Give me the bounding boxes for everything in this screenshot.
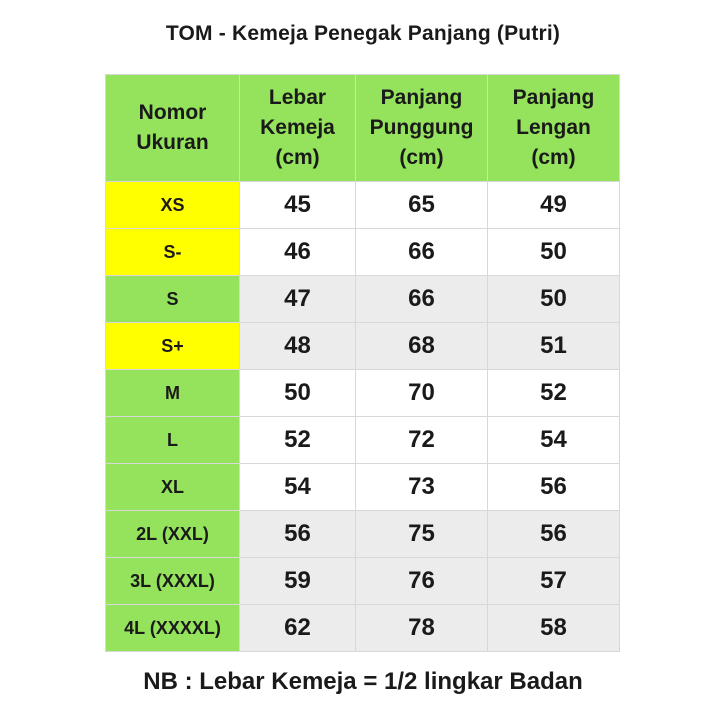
header-line: Panjang — [512, 86, 595, 109]
size-chart-table — [105, 74, 620, 652]
size-cell: XS — [106, 182, 240, 229]
shirt-width-cell: 46 — [240, 229, 356, 276]
back-length-cell: 78 — [356, 605, 488, 652]
header-back-length — [356, 75, 488, 182]
table-row — [106, 182, 620, 229]
size-cell: S- — [106, 229, 240, 276]
size-cell: XL — [106, 464, 240, 511]
shirt-width-cell: 45 — [240, 182, 356, 229]
shirt-width-cell: 48 — [240, 323, 356, 370]
sleeve-length-cell: 54 — [488, 417, 620, 464]
header-shirt-width — [240, 75, 356, 182]
header-line: Kemeja — [260, 116, 335, 139]
header-line: Nomor — [138, 101, 207, 124]
page-title: TOM - Kemeja Penegak Panjang (Putri) — [165, 22, 561, 45]
back-length-cell: 66 — [356, 276, 488, 323]
header-line: Lebar — [268, 86, 327, 109]
shirt-width-cell: 59 — [240, 558, 356, 605]
sleeve-length-cell: 58 — [488, 605, 620, 652]
footnote: NB : Lebar Kemeja = 1/2 lingkar Badan — [143, 668, 583, 695]
header-line: (cm) — [531, 146, 576, 169]
size-cell: 3L (XXXL) — [106, 558, 240, 605]
sleeve-length-cell: 49 — [488, 182, 620, 229]
shirt-width-cell: 47 — [240, 276, 356, 323]
shirt-width-cell: 50 — [240, 370, 356, 417]
back-length-cell: 68 — [356, 323, 488, 370]
table-row — [106, 229, 620, 276]
back-length-cell: 76 — [356, 558, 488, 605]
size-cell: M — [106, 370, 240, 417]
header-line: Lengan — [516, 116, 591, 139]
table-row — [106, 370, 620, 417]
sleeve-length-cell: 51 — [488, 323, 620, 370]
back-length-cell: 65 — [356, 182, 488, 229]
back-length-cell: 72 — [356, 417, 488, 464]
table-row — [106, 276, 620, 323]
size-cell: 2L (XXL) — [106, 511, 240, 558]
header-line: (cm) — [399, 146, 444, 169]
table-row — [106, 464, 620, 511]
sleeve-length-cell: 50 — [488, 229, 620, 276]
header-line: Panjang — [380, 86, 463, 109]
table-header-row — [106, 75, 620, 182]
back-length-cell: 75 — [356, 511, 488, 558]
shirt-width-cell: 54 — [240, 464, 356, 511]
sleeve-length-cell: 57 — [488, 558, 620, 605]
back-length-cell: 66 — [356, 229, 488, 276]
back-length-cell: 73 — [356, 464, 488, 511]
header-line: (cm) — [275, 146, 320, 169]
table-row — [106, 558, 620, 605]
sleeve-length-cell: 52 — [488, 370, 620, 417]
size-cell: S — [106, 276, 240, 323]
header-line: Ukuran — [136, 131, 209, 154]
size-cell: L — [106, 417, 240, 464]
table-row — [106, 511, 620, 558]
table-row — [106, 323, 620, 370]
size-cell: 4L (XXXXL) — [106, 605, 240, 652]
size-rows — [106, 182, 620, 652]
sleeve-length-cell: 50 — [488, 276, 620, 323]
header-sleeve-length — [488, 75, 620, 182]
header-size — [106, 75, 240, 182]
header-line: Punggung — [369, 116, 474, 139]
table-row — [106, 417, 620, 464]
table-row — [106, 605, 620, 652]
sleeve-length-cell: 56 — [488, 511, 620, 558]
shirt-width-cell: 56 — [240, 511, 356, 558]
size-cell: S+ — [106, 323, 240, 370]
sleeve-length-cell: 56 — [488, 464, 620, 511]
shirt-width-cell: 52 — [240, 417, 356, 464]
shirt-width-cell: 62 — [240, 605, 356, 652]
back-length-cell: 70 — [356, 370, 488, 417]
